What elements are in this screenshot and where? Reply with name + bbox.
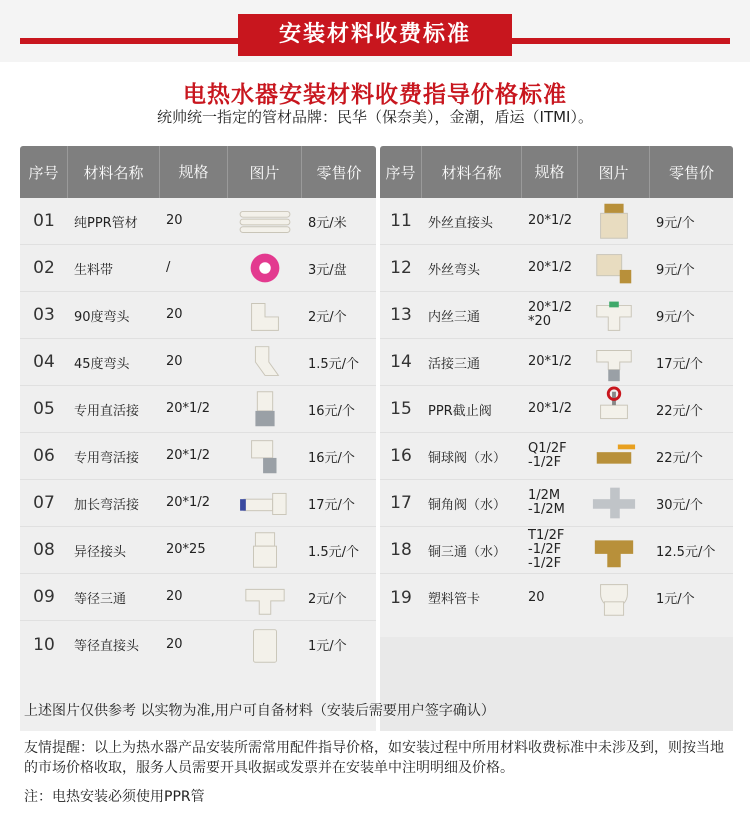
retail-price: 17元/个 xyxy=(308,497,355,513)
header-price: 零售价 xyxy=(668,163,714,182)
material-spec: 20*1/2 xyxy=(528,354,572,369)
table-row xyxy=(380,574,733,621)
row-number: 14 xyxy=(390,352,412,372)
note-reminder: 友情提醒：以上为热水器产品安装所需常用配件指导价格，如安装过程中所用材料收费标准中未涉及到，则按当地的市场价格收取，服务人员需要开具收据或发票并在安装单中注明明细及价格。 xyxy=(24,740,724,776)
retail-price: 1元/个 xyxy=(656,592,695,607)
stop-valve-icon xyxy=(578,386,650,433)
elbow-45-icon xyxy=(228,339,302,386)
material-name: 等径三通 xyxy=(74,591,127,607)
row-number: 18 xyxy=(390,540,412,560)
row-number: 11 xyxy=(390,211,412,231)
header-spec: 规格 xyxy=(522,146,578,198)
material-spec: 20 xyxy=(528,589,545,605)
material-name: 塑料管卡 xyxy=(428,592,481,607)
retail-price: 2元/个 xyxy=(308,309,347,325)
table-row xyxy=(20,198,376,245)
table-body xyxy=(20,198,376,731)
retail-price: 1元/个 xyxy=(308,639,347,654)
row-number: 03 xyxy=(33,305,55,325)
row-number: 13 xyxy=(390,305,412,325)
header-image: 图片 xyxy=(228,146,302,198)
material-spec: 20*1/2 xyxy=(528,213,572,228)
table-row xyxy=(20,480,376,527)
header-name: 材料名称 xyxy=(422,146,522,198)
row-number: 12 xyxy=(390,258,412,278)
material-name: 活接三通 xyxy=(428,356,481,372)
table-header xyxy=(20,146,376,198)
angle-valve-icon xyxy=(578,480,650,527)
retail-price: 2元/个 xyxy=(308,591,347,607)
material-spec: / xyxy=(166,260,171,275)
banner xyxy=(0,0,750,62)
retail-price: 9元/个 xyxy=(656,215,695,231)
material-name: 专用弯活接 xyxy=(74,450,140,466)
material-name: 铜角阀（水） xyxy=(428,497,507,513)
material-name: 45度弯头 xyxy=(74,356,130,372)
tape-icon xyxy=(228,245,302,292)
row-number: 07 xyxy=(33,493,55,513)
material-spec: Q1/2F -1/2F xyxy=(528,441,567,470)
brass-tee-icon xyxy=(578,527,650,574)
table-row xyxy=(380,292,733,339)
straight-union-icon xyxy=(228,386,302,433)
material-spec: 20 xyxy=(166,589,183,604)
row-number: 06 xyxy=(33,446,55,466)
long-elbow-union-icon xyxy=(228,480,302,527)
retail-price: 17元/个 xyxy=(656,356,703,372)
table-header xyxy=(380,146,733,198)
reducer-icon xyxy=(228,527,302,574)
material-spec: 20*1/2 *20 xyxy=(528,300,572,329)
male-coupling-icon xyxy=(578,198,650,245)
row-number: 09 xyxy=(33,587,55,607)
material-spec: 20 xyxy=(166,636,183,652)
row-number: 16 xyxy=(390,446,412,466)
retail-price: 30元/个 xyxy=(656,497,703,513)
material-name: 90度弯头 xyxy=(74,309,130,325)
header-no: 序号 xyxy=(20,146,68,198)
retail-price: 16元/个 xyxy=(308,450,355,466)
row-number: 08 xyxy=(33,540,55,560)
banner-title: 安装材料收费标准 xyxy=(238,14,512,56)
female-tee-icon xyxy=(578,292,650,339)
material-name: 外丝直接头 xyxy=(428,215,494,231)
note-ppr: 注：电热安装必须使用PPR管 xyxy=(24,789,205,805)
table-row xyxy=(380,480,733,527)
table-body xyxy=(380,198,733,731)
coupling-icon xyxy=(228,621,302,668)
elbow-union-icon xyxy=(228,433,302,480)
material-name: 异径接头 xyxy=(74,544,127,560)
pipe-icon xyxy=(228,198,302,245)
table-row xyxy=(20,292,376,339)
material-spec: 20*1/2 xyxy=(166,448,210,463)
header-no: 序号 xyxy=(380,146,422,198)
header-spec: 规格 xyxy=(160,146,228,198)
retail-price: 16元/个 xyxy=(308,403,355,419)
row-number: 15 xyxy=(390,399,412,419)
material-name: 铜三通（水） xyxy=(428,544,507,560)
material-spec: 1/2M -1/2M xyxy=(528,488,565,517)
row-number: 05 xyxy=(33,399,55,419)
retail-price: 22元/个 xyxy=(656,450,703,466)
header-price: 零售价 xyxy=(316,163,362,182)
material-name: 铜球阀（水） xyxy=(428,450,507,466)
table-row xyxy=(380,527,733,574)
note-disclaimer: 上述图片仅供参考 以实物为准,用户可自备材料（安装后需要用户签字确认） xyxy=(24,703,495,719)
table-row xyxy=(380,245,733,292)
retail-price: 12.5元/个 xyxy=(656,544,716,560)
banner-line-left xyxy=(20,38,240,44)
material-spec: 20*1/2 xyxy=(528,401,572,416)
retail-price: 3元/盘 xyxy=(308,262,347,278)
material-spec: 20 xyxy=(166,354,183,369)
retail-price: 1.5元/个 xyxy=(308,544,360,560)
material-name: 外丝弯头 xyxy=(428,262,481,278)
retail-price: 9元/个 xyxy=(656,309,695,325)
material-spec: 20*1/2 xyxy=(528,260,572,275)
material-spec: 20 xyxy=(166,307,183,322)
table-row xyxy=(20,621,376,668)
retail-price: 8元/米 xyxy=(308,215,347,231)
pipe-clip-icon xyxy=(578,574,650,621)
table-row xyxy=(380,339,733,386)
price-table-right xyxy=(380,146,733,731)
table-row xyxy=(20,527,376,574)
ball-valve-icon xyxy=(578,433,650,480)
banner-line-right xyxy=(510,38,730,44)
row-number: 04 xyxy=(33,352,55,372)
material-spec: 20*1/2 xyxy=(166,401,210,416)
union-tee-icon xyxy=(578,339,650,386)
tee-icon xyxy=(228,574,302,621)
row-number: 17 xyxy=(390,493,412,513)
row-number: 01 xyxy=(33,211,55,231)
material-spec: 20 xyxy=(166,213,183,228)
material-name: 等径直接头 xyxy=(74,639,140,654)
row-number: 02 xyxy=(33,258,55,278)
retail-price: 22元/个 xyxy=(656,403,703,419)
material-name: 内丝三通 xyxy=(428,309,481,325)
row-number: 10 xyxy=(33,634,55,655)
material-spec: 20*25 xyxy=(166,542,206,557)
brand-line: 统帅统一指定的管材品牌：民华（保奈美），金潮，盾运（ITMI）。 xyxy=(157,108,593,126)
retail-price: 9元/个 xyxy=(656,262,695,278)
header-name: 材料名称 xyxy=(68,146,160,198)
price-table-left xyxy=(20,146,376,731)
elbow-90-icon xyxy=(228,292,302,339)
table-row xyxy=(380,433,733,480)
row-number: 19 xyxy=(390,587,412,608)
table-row xyxy=(20,339,376,386)
main-title: 电热水器安装材料收费指导价格标准 xyxy=(183,82,567,108)
header-image: 图片 xyxy=(578,146,650,198)
table-row xyxy=(380,198,733,245)
material-name: 加长弯活接 xyxy=(74,497,140,513)
table-row xyxy=(20,574,376,621)
material-name: 专用直活接 xyxy=(74,403,140,419)
table-row xyxy=(20,245,376,292)
male-elbow-icon xyxy=(578,245,650,292)
table-row xyxy=(380,386,733,433)
material-name: PPR截止阀 xyxy=(428,403,492,419)
material-spec: 20*1/2 xyxy=(166,495,210,510)
table-row xyxy=(20,433,376,480)
material-spec: T1/2F -1/2F -1/2F xyxy=(528,528,565,571)
material-name: 纯PPR管材 xyxy=(74,215,138,231)
material-name: 生料带 xyxy=(74,262,114,278)
table-row xyxy=(20,386,376,433)
retail-price: 1.5元/个 xyxy=(308,356,360,372)
